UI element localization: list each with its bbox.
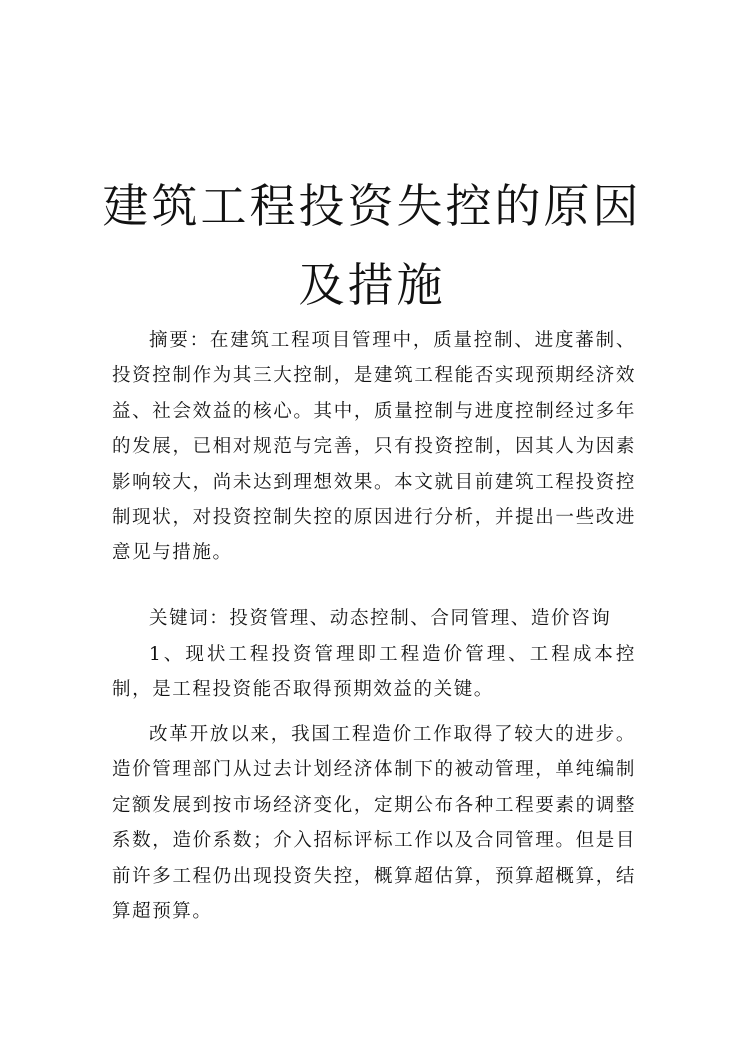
reform-paragraph: 改革开放以来，我国工程造价工作取得了较大的进步。造价管理部门从过去计划经济体制下的被动管理，单纯编制定额发展到按市场经济变化，定期公布各种工程要素的调整系数，造价系数；介入招标评标工作以及合同管理。但是目前许多工程仍出现投资失控，概算超估算，预算超概算，结算超预算。 — [112, 724, 636, 923]
section-1-paragraph: 1、现状工程投资管理即工程造价管理、工程成本控制，是工程投资能否取得预期效益的关键。 — [112, 644, 636, 701]
title-line-2: 及措施 — [298, 258, 446, 312]
abstract-paragraph: 摘要：在建筑工程项目管理中，质量控制、进度蕃制、投资控制作为其三大控制，是建筑工程能否实现预期经济效益、社会效益的核心。其中，质量控制与进度控制经过多年的发展，已相对规范与完善，只有投资控制，因其人为因素影响较大，尚未达到理想效果。本文就目前建筑工程投资控制现状，对投资控制失控的原因进行分析，并提出一些改进意见与措施。 — [112, 330, 636, 564]
keywords-line: 关键词：投资管理、动态控制、合同管理、造价咨询 — [149, 608, 612, 629]
title-line-1: 建筑工程投资失控的原因 — [102, 179, 642, 233]
